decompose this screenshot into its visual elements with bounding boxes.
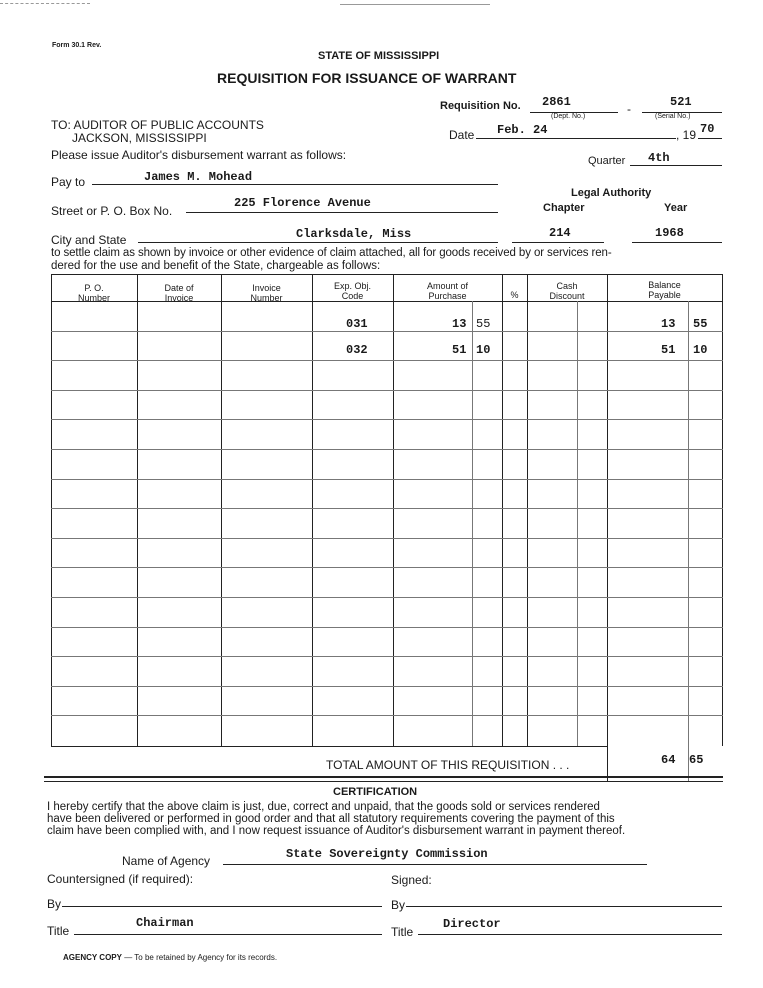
row1-amount-dollars: 13	[452, 317, 467, 331]
header-exp: Exp. Obj. Code	[333, 281, 371, 301]
row2-balance-cents: 10	[693, 343, 708, 357]
table-row-line	[51, 479, 723, 480]
header-balance: Balance Payable	[648, 280, 681, 300]
city-label: City and State	[51, 233, 127, 247]
col-divider	[393, 274, 394, 746]
dept-no: 2861	[542, 95, 571, 109]
date-year: 70	[700, 122, 715, 136]
countersign-title-value: Chairman	[136, 916, 194, 930]
city-value: Clarksdale, Miss	[296, 227, 412, 241]
total-double-line-2	[44, 781, 723, 782]
date-year-prefix: , 19	[676, 128, 697, 142]
agency-line	[223, 864, 647, 865]
street-label: Street or P. O. Box No.	[51, 204, 173, 218]
certification-line2: have been delivered or performed in good order and that all statutory requirements covering the payment of this	[47, 813, 615, 825]
form-title: REQUISITION FOR ISSUANCE OF WARRANT	[217, 70, 517, 86]
date-value: Feb. 24	[497, 123, 548, 137]
countersign-title-line	[74, 934, 382, 935]
row1-balance-cents: 55	[693, 317, 708, 331]
row1-amount-cents: 55	[476, 317, 491, 331]
signed-by-label: By	[391, 898, 406, 912]
total-label: TOTAL AMOUNT OF THIS REQUISITION . . .	[326, 758, 570, 772]
table-row-line	[51, 331, 723, 332]
row1-code: 031	[346, 317, 368, 331]
requisition-dash: -	[627, 102, 631, 116]
header-po: P. O. Number	[77, 283, 110, 303]
signed-title-line	[418, 934, 722, 935]
cents-divider	[577, 301, 578, 746]
pay-to-label: Pay to	[51, 175, 86, 189]
quarter-value: 4th	[648, 151, 670, 165]
total-dollars: 64	[661, 753, 676, 767]
please-issue-text: Please issue Auditor's disbursement warrant as follows:	[51, 148, 347, 162]
header-cash: Cash Discount	[549, 281, 585, 301]
certification-heading: CERTIFICATION	[333, 786, 418, 798]
street-value: 225 Florence Avenue	[234, 196, 371, 210]
footer-agency-copy: AGENCY COPY	[63, 953, 122, 962]
agency-value: State Sovereignty Commission	[286, 847, 488, 861]
table-row-line	[51, 567, 723, 568]
footer	[63, 953, 277, 962]
table-row-line	[51, 656, 723, 657]
table-row-line	[51, 449, 723, 450]
table-row-line	[51, 538, 723, 539]
col-divider	[312, 274, 313, 746]
table-right-border	[722, 274, 723, 746]
agency-label: Name of Agency	[122, 854, 211, 868]
quarter-line	[630, 165, 722, 166]
serial-no: 521	[670, 95, 692, 109]
pay-to-line	[92, 184, 498, 185]
total-cents: 65	[689, 753, 704, 767]
table-row-line	[51, 715, 723, 716]
signed-label: Signed:	[391, 873, 432, 887]
top-edge-mark	[0, 3, 90, 4]
form-number: Form 30.1 Rev.	[52, 42, 102, 49]
chapter-value: 214	[549, 226, 571, 240]
date-label: Date	[449, 128, 475, 142]
quarter-label: Quarter	[588, 155, 626, 167]
col-divider	[137, 274, 138, 746]
settle-text-line2: dered for the use and benefit of the State, chargeable as follows:	[51, 260, 381, 272]
countersign-by-line	[62, 906, 382, 907]
city-line	[138, 242, 498, 243]
state-title: STATE OF MISSISSIPPI	[318, 50, 440, 62]
col-divider	[607, 274, 608, 782]
requisition-label: Requisition No.	[440, 100, 521, 112]
year-label: Year	[664, 202, 688, 214]
serial-caption: (Serial No.)	[655, 113, 691, 120]
to-line1: TO: AUDITOR OF PUBLIC ACCOUNTS	[51, 118, 264, 132]
to-line2: JACKSON, MISSISSIPPI	[72, 131, 207, 145]
row2-amount-cents: 10	[476, 343, 491, 357]
row2-balance-dollars: 51	[661, 343, 676, 357]
header-amount: Amount of Purchase	[426, 281, 469, 301]
header-date: Date of Invoice	[164, 283, 194, 303]
header-pct: %	[510, 290, 519, 300]
year-value: 1968	[655, 226, 684, 240]
pay-to-value: James M. Mohead	[144, 170, 253, 184]
col-divider	[502, 274, 503, 746]
total-double-line-1	[44, 776, 723, 778]
header-invoice: Invoice Number	[250, 283, 283, 303]
legal-authority-label: Legal Authority	[571, 187, 652, 199]
cents-divider	[472, 301, 473, 746]
countersign-by-label: By	[47, 897, 62, 911]
street-line	[186, 212, 498, 213]
row2-code: 032	[346, 343, 368, 357]
settle-text-line1: to settle claim as shown by invoice or other evidence of claim attached, all for goods received by or services ren-	[51, 247, 612, 259]
table-row-line	[51, 686, 723, 687]
cents-divider	[688, 301, 689, 782]
footer-note: — To be retained by Agency for its records.	[124, 953, 278, 962]
top-edge-mark-2	[340, 4, 490, 5]
table-bottom-border	[51, 746, 607, 747]
signed-by-line	[406, 906, 722, 907]
dept-caption: (Dept. No.)	[551, 113, 586, 120]
table-row-line	[51, 627, 723, 628]
chapter-line	[512, 242, 604, 243]
certification-line1: I hereby certify that the above claim is just, due, correct and unpaid, that the goods sold or services rendered	[47, 801, 600, 813]
certification-line3: claim have been complied with, and I now request issuance of Auditor's disbursement warrant in payment thereof.	[47, 825, 626, 837]
col-divider	[527, 274, 528, 746]
table-row-line	[51, 419, 723, 420]
col-divider	[221, 274, 222, 746]
chapter-label: Chapter	[543, 202, 585, 214]
year-line	[632, 242, 722, 243]
row1-balance-dollars: 13	[661, 317, 676, 331]
table-top-border	[51, 274, 723, 275]
signed-title-value: Director	[443, 917, 501, 931]
table-row-line	[51, 508, 723, 509]
date-line	[476, 138, 676, 139]
table-left-border	[51, 274, 52, 746]
countersigned-label: Countersigned (if required):	[47, 872, 194, 886]
table-row-line	[51, 390, 723, 391]
date-year-line	[698, 138, 722, 139]
countersign-title-label: Title	[47, 924, 70, 938]
table-row-line	[51, 597, 723, 598]
row2-amount-dollars: 51	[452, 343, 467, 357]
signed-title-label: Title	[391, 925, 414, 939]
table-row-line	[51, 360, 723, 361]
